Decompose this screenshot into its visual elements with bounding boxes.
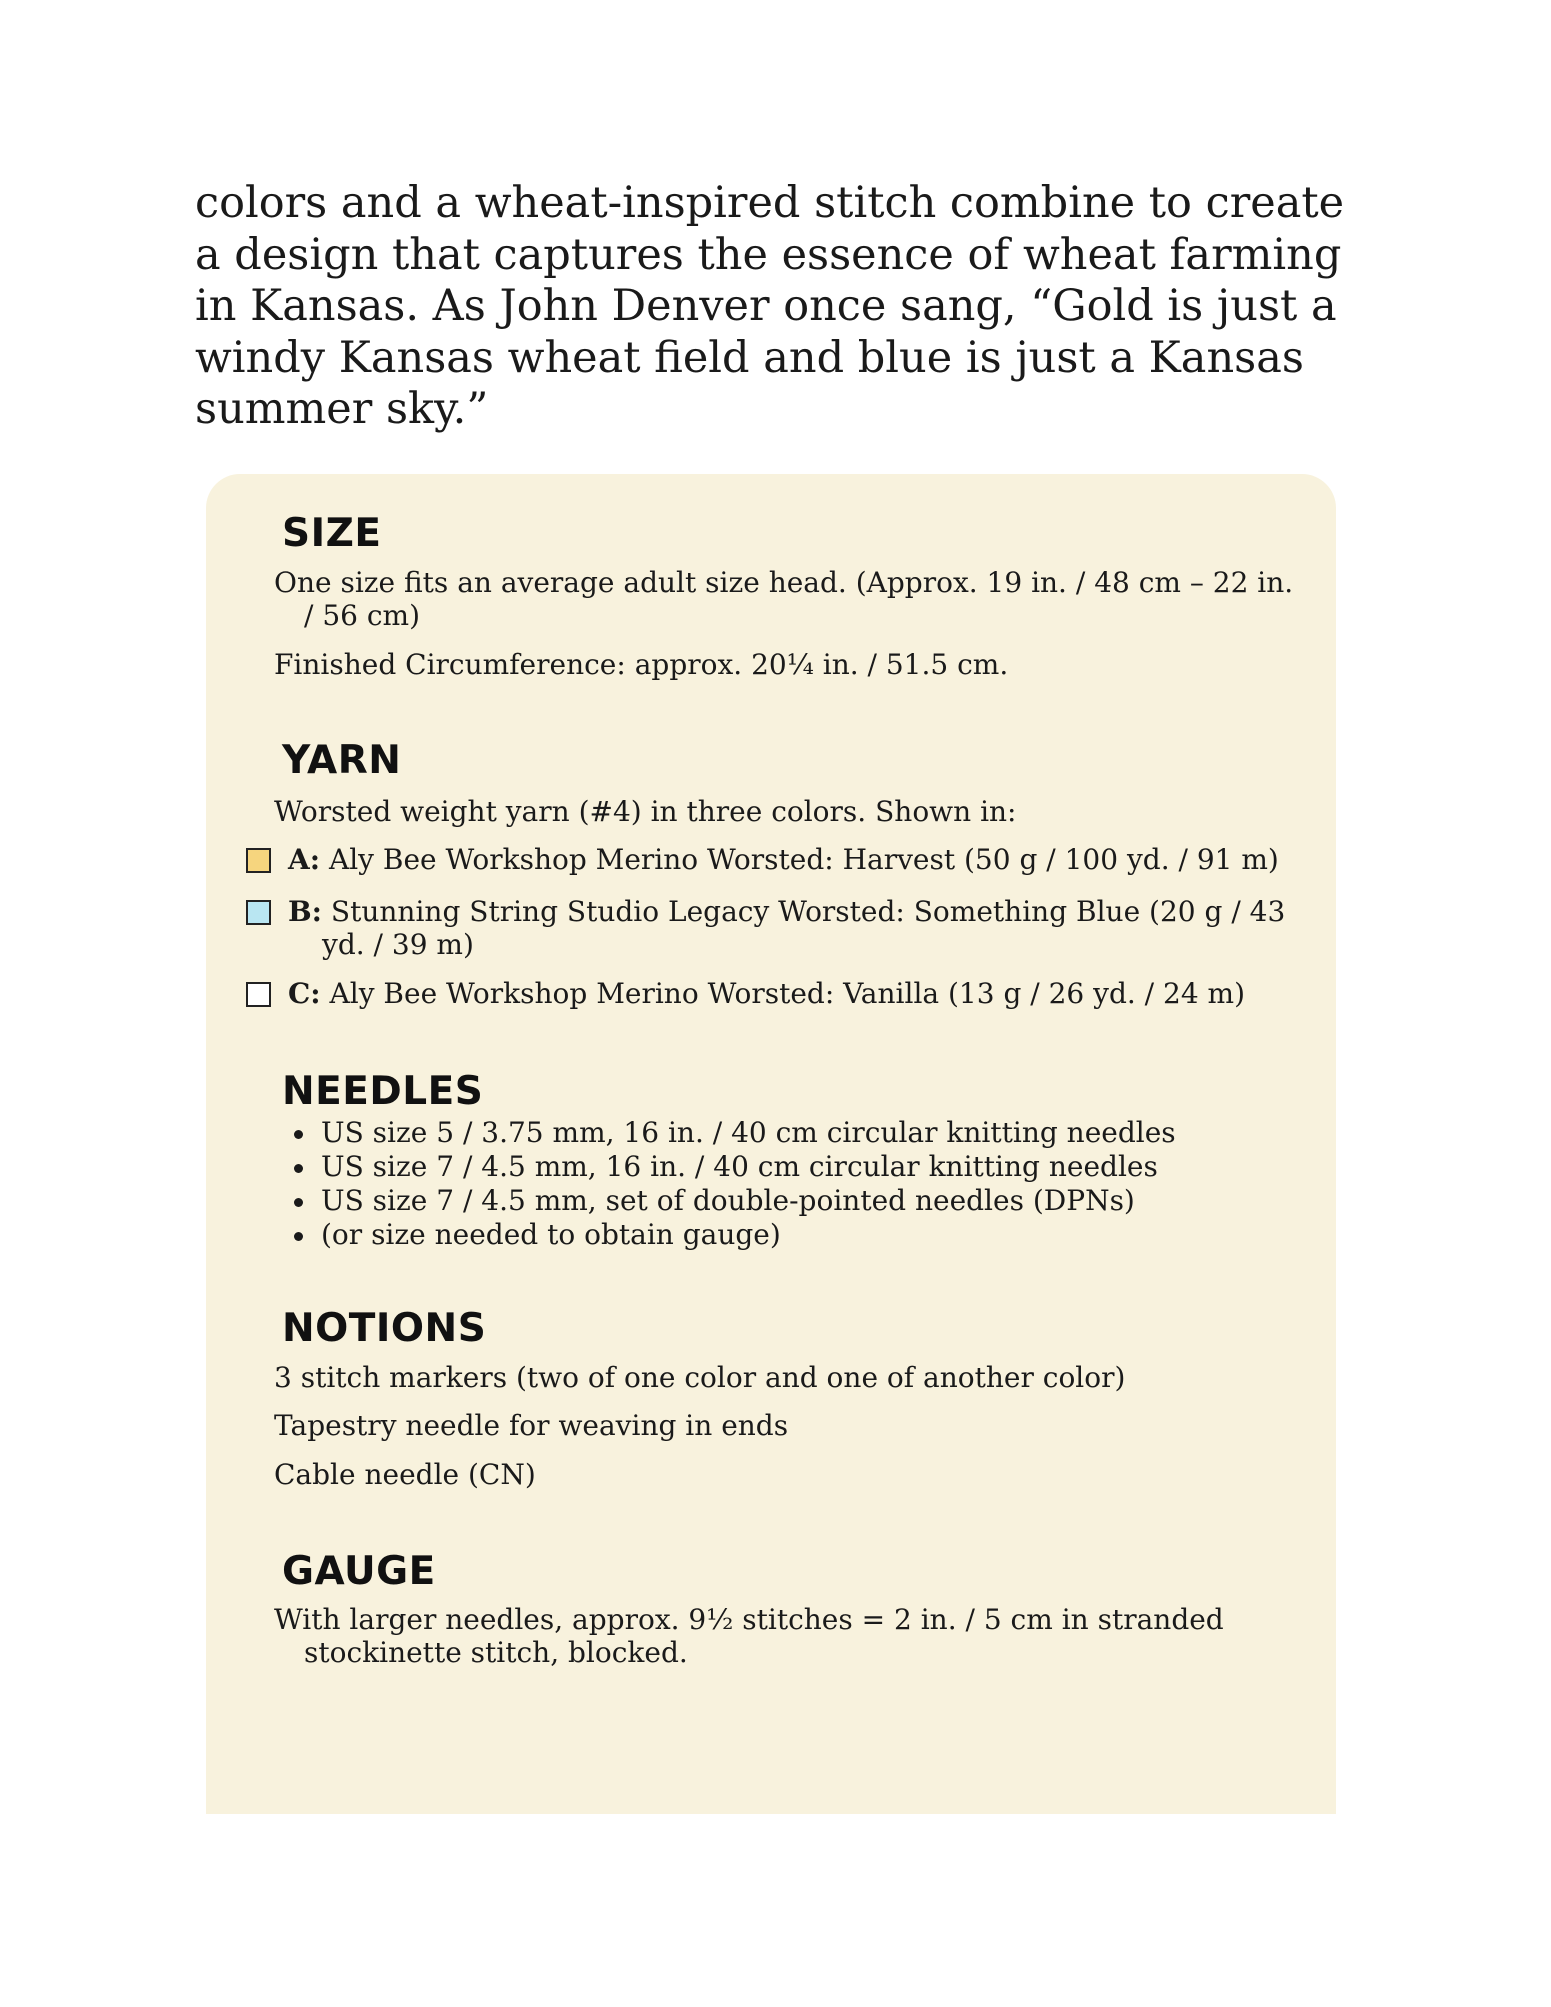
needles-item: US size 5 / 3.75 mm, 16 in. / 40 cm circular knitting needles <box>294 1116 1176 1150</box>
yarn-text-c: Aly Bee Workshop Merino Worsted: Vanilla (13 g / 26 yd. / 24 m) <box>329 977 1246 1010</box>
size-fit-text: One size fits an average adult size head. (Approx. 19 in. / 48 cm – 22 in. / 56 cm) <box>274 566 1294 632</box>
yarn-text-b: Stunning String Studio Legacy Worsted: Something Blue (20 g / 43 yd. / 39 m) <box>322 895 1286 961</box>
notions-heading: NOTIONS <box>282 1306 487 1351</box>
needles-item: US size 7 / 4.5 mm, set of double-pointed needles (DPNs) <box>294 1184 1176 1218</box>
size-heading: SIZE <box>282 511 382 556</box>
needles-list <box>294 1116 1176 1252</box>
needles-item: (or size needed to obtain gauge) <box>294 1218 1176 1252</box>
needles-heading: NEEDLES <box>282 1069 484 1114</box>
yarn-letter-b: B: <box>288 895 323 928</box>
swatch-c-icon <box>246 982 271 1007</box>
notions-item: Cable needle (CN) <box>274 1458 536 1491</box>
yarn-color-a <box>246 843 1316 876</box>
notions-item: 3 stitch markers (two of one color and one of another color) <box>274 1361 1126 1394</box>
gauge-heading: GAUGE <box>282 1549 436 1594</box>
yarn-color-b <box>246 895 1316 961</box>
yarn-heading: YARN <box>282 738 402 783</box>
yarn-text-a: Aly Bee Workshop Merino Worsted: Harvest (50 g / 100 yd. / 91 m) <box>328 843 1279 876</box>
yarn-letter-c: C: <box>288 977 321 1010</box>
swatch-a-icon <box>246 848 271 873</box>
yarn-intro-text: Worsted weight yarn (#4) in three colors. Shown in: <box>274 795 1017 828</box>
intro-paragraph: colors and a wheat-inspired stitch combine to create a design that captures the essence of wheat farming in Kansas. As John Denver once sang, “Gold is just a windy Kansas wheat field and blue is just a Kansas summer sky.” <box>195 178 1345 434</box>
notions-item: Tapestry needle for weaving in ends <box>274 1409 789 1442</box>
needles-item: US size 7 / 4.5 mm, 16 in. / 40 cm circular knitting needles <box>294 1150 1176 1184</box>
gauge-text: With larger needles, approx. 9½ stitches = 2 in. / 5 cm in stranded stockinette stitch, blocked. <box>274 1603 1224 1669</box>
swatch-b-icon <box>246 900 271 925</box>
yarn-color-c <box>246 977 1316 1010</box>
yarn-letter-a: A: <box>288 843 321 876</box>
size-circumference-text: Finished Circumference: approx. 20¼ in. / 51.5 cm. <box>274 648 1009 681</box>
